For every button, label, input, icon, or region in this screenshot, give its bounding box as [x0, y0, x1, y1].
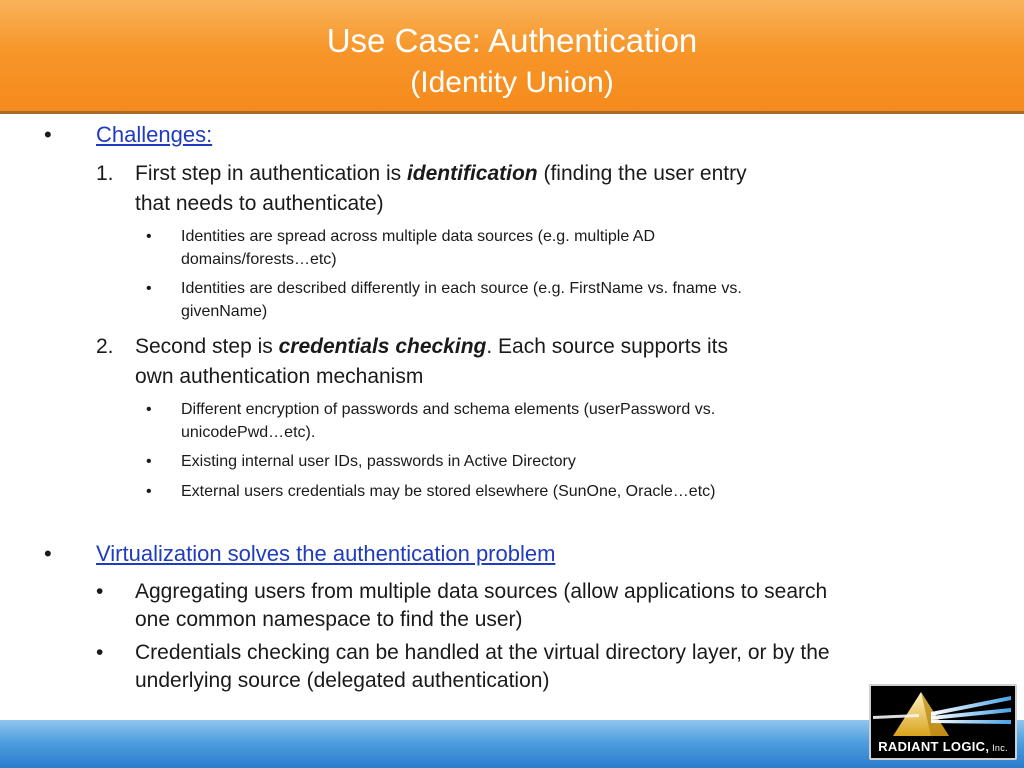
- subitem-line1: Different encryption of passwords and schema elements (userPassword vs.: [181, 401, 716, 418]
- step-1-line2: that needs to authenticate): [135, 192, 384, 215]
- subitem-line1: Existing internal user IDs, passwords in Active Directory: [181, 453, 576, 470]
- step-number: 1.: [96, 162, 114, 185]
- slide-subtitle: (Identity Union): [410, 66, 614, 99]
- bullet-marker: •: [44, 541, 52, 566]
- step-2-text-before: Second step is: [135, 335, 279, 358]
- subitem-line2: domains/forests…etc): [181, 251, 337, 268]
- sub-bullet: •: [146, 401, 152, 418]
- step-2-line2: own authentication mechanism: [135, 365, 424, 388]
- challenges-heading[interactable]: Challenges:: [96, 122, 213, 147]
- step-2-emphasis: credentials checking: [278, 335, 487, 358]
- item-line1: Aggregating users from multiple data sources (allow applications to search: [135, 580, 828, 603]
- step-number: 2.: [96, 335, 114, 358]
- subitem-line2: givenName): [181, 303, 268, 320]
- step-1-line1: [135, 159, 747, 188]
- logo-name: RADIANT LOGIC,: [878, 739, 990, 754]
- logo-text: [871, 739, 1015, 754]
- slide-header: [0, 0, 1024, 114]
- sub-bullet: •: [96, 641, 104, 664]
- item-line2: underlying source (delegated authentication): [135, 669, 550, 692]
- virtualization-heading[interactable]: Virtualization solves the authentication problem: [96, 541, 556, 566]
- subitem-line2: unicodePwd…etc).: [181, 424, 316, 441]
- bullet-marker: •: [44, 122, 52, 147]
- subitem-line1: Identities are spread across multiple data sources (e.g. multiple AD: [181, 228, 656, 245]
- logo-suffix: Inc.: [989, 743, 1008, 753]
- item-line1: Credentials checking can be handled at the virtual directory layer, or by the: [135, 641, 830, 664]
- radiant-logic-logo: [869, 684, 1017, 760]
- item-line2: one common namespace to find the user): [135, 608, 523, 631]
- sub-bullet: •: [146, 483, 152, 500]
- step-1-text-before: First step in authentication is: [135, 162, 407, 185]
- subitem-line1: Identities are described differently in each source (e.g. FirstName vs. fname vs.: [181, 280, 742, 297]
- step-1-emphasis: identification: [406, 162, 538, 185]
- step-2-line1: [135, 332, 728, 361]
- subitem-line1: External users credentials may be stored elsewhere (SunOne, Oracle…etc): [181, 483, 716, 500]
- sub-bullet: •: [96, 580, 104, 603]
- step-1-text-after: (finding the user entry: [537, 162, 747, 185]
- step-2-text-after: . Each source supports its: [486, 335, 728, 358]
- slide-title: Use Case: Authentication: [326, 22, 698, 59]
- prism-icon: [871, 686, 1019, 742]
- sub-bullet: •: [146, 453, 152, 470]
- sub-bullet: •: [146, 280, 152, 297]
- sub-bullet: •: [146, 228, 152, 245]
